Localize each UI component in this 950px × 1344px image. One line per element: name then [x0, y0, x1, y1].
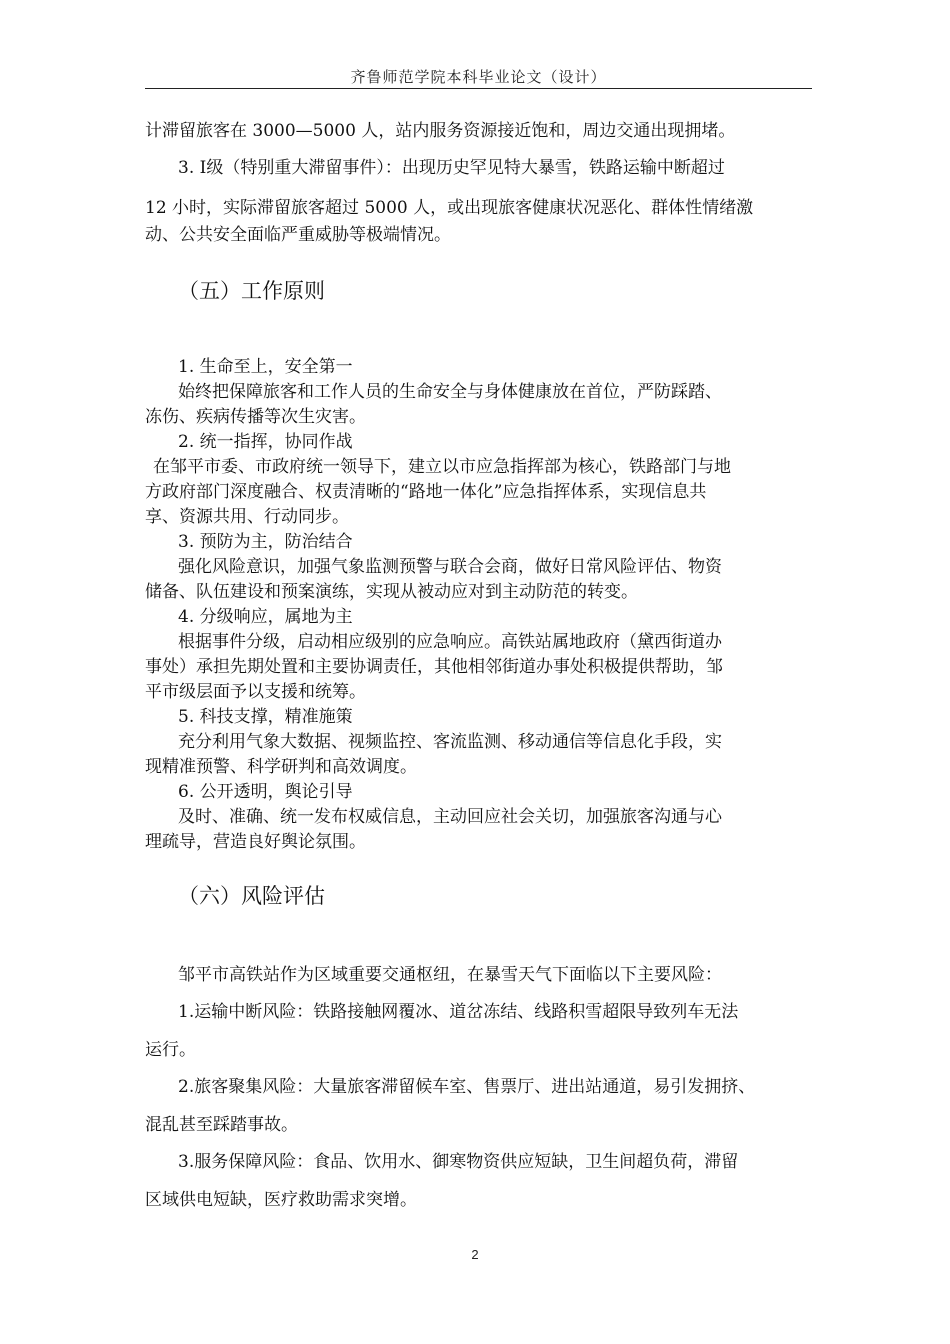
principle-title: 6. 公开透明，舆论引导 — [178, 782, 353, 802]
body-line: 理疏导，营造良好舆论氛围。 — [145, 832, 366, 852]
body-line: 计滞留旅客在 3000—5000 人，站内服务资源接近饱和，周边交通出现拥堵。 — [145, 121, 736, 141]
body-line: 在邹平市委、市政府统一领导下，建立以市应急指挥部为核心，铁路部门与地 — [153, 457, 731, 477]
body-line: 3. Ⅰ级（特别重大滞留事件）：出现历史罕见特大暴雪，铁路运输中断超过 — [178, 158, 725, 178]
body-line: 2.旅客聚集风险：大量旅客滞留候车室、售票厅、进出站通道，易引发拥挤、 — [178, 1077, 756, 1097]
principle-title: 1. 生命至上，安全第一 — [178, 357, 353, 377]
principle-title: 5. 科技支撑，精准施策 — [178, 707, 353, 727]
body-line: 动、公共安全面临严重威胁等极端情况。 — [145, 225, 451, 245]
body-line: 现精准预警、科学研判和高效调度。 — [145, 757, 417, 777]
section-heading-risk: （六）风险评估 — [178, 884, 325, 908]
principle-title: 2. 统一指挥，协同作战 — [178, 432, 353, 452]
body-line: 12 小时，实际滞留旅客超过 5000 人，或出现旅客健康状况恶化、群体性情绪激 — [145, 198, 754, 218]
body-line: 储备、队伍建设和预案演练，实现从被动应对到主动防范的转变。 — [145, 582, 638, 602]
body-line: 区域供电短缺，医疗救助需求突增。 — [145, 1190, 417, 1210]
page-header-title: 齐鲁师范学院本科毕业论文（设计） — [350, 68, 607, 86]
page-header-rule — [145, 88, 812, 89]
body-line: 事处）承担先期处置和主要协调责任，其他相邻街道办事处积极提供帮助，邹 — [145, 657, 723, 677]
body-line: 混乱甚至踩踏事故。 — [145, 1115, 298, 1135]
body-line: 冻伤、疾病传播等次生灾害。 — [145, 407, 366, 427]
body-line: 强化风险意识，加强气象监测预警与联合会商，做好日常风险评估、物资 — [178, 557, 722, 577]
body-line: 享、资源共用、行动同步。 — [145, 507, 349, 527]
body-line: 邹平市高铁站作为区域重要交通枢纽，在暴雪天气下面临以下主要风险： — [178, 965, 722, 985]
page-number: 2 — [471, 1247, 479, 1262]
section-heading-principles: （五）工作原则 — [178, 279, 325, 303]
body-line: 根据事件分级，启动相应级别的应急响应。高铁站属地政府（黛西街道办 — [178, 632, 722, 652]
body-line: 3.服务保障风险：食品、饮用水、御寒物资供应短缺，卫生间超负荷，滞留 — [178, 1152, 739, 1172]
principle-title: 4. 分级响应，属地为主 — [178, 607, 353, 627]
body-line: 方政府部门深度融合、权责清晰的“路地一体化”应急指挥体系，实现信息共 — [145, 482, 707, 502]
body-line: 1.运输中断风险：铁路接触网覆冰、道岔冻结、线路积雪超限导致列车无法 — [178, 1002, 739, 1022]
body-line: 充分利用气象大数据、视频监控、客流监测、移动通信等信息化手段，实 — [178, 732, 722, 752]
principle-title: 3. 预防为主，防治结合 — [178, 532, 353, 552]
body-line: 始终把保障旅客和工作人员的生命安全与身体健康放在首位，严防踩踏、 — [178, 382, 722, 402]
body-line: 及时、准确、统一发布权威信息，主动回应社会关切，加强旅客沟通与心 — [178, 807, 722, 827]
body-line: 运行。 — [145, 1040, 196, 1060]
body-line: 平市级层面予以支援和统筹。 — [145, 682, 366, 702]
